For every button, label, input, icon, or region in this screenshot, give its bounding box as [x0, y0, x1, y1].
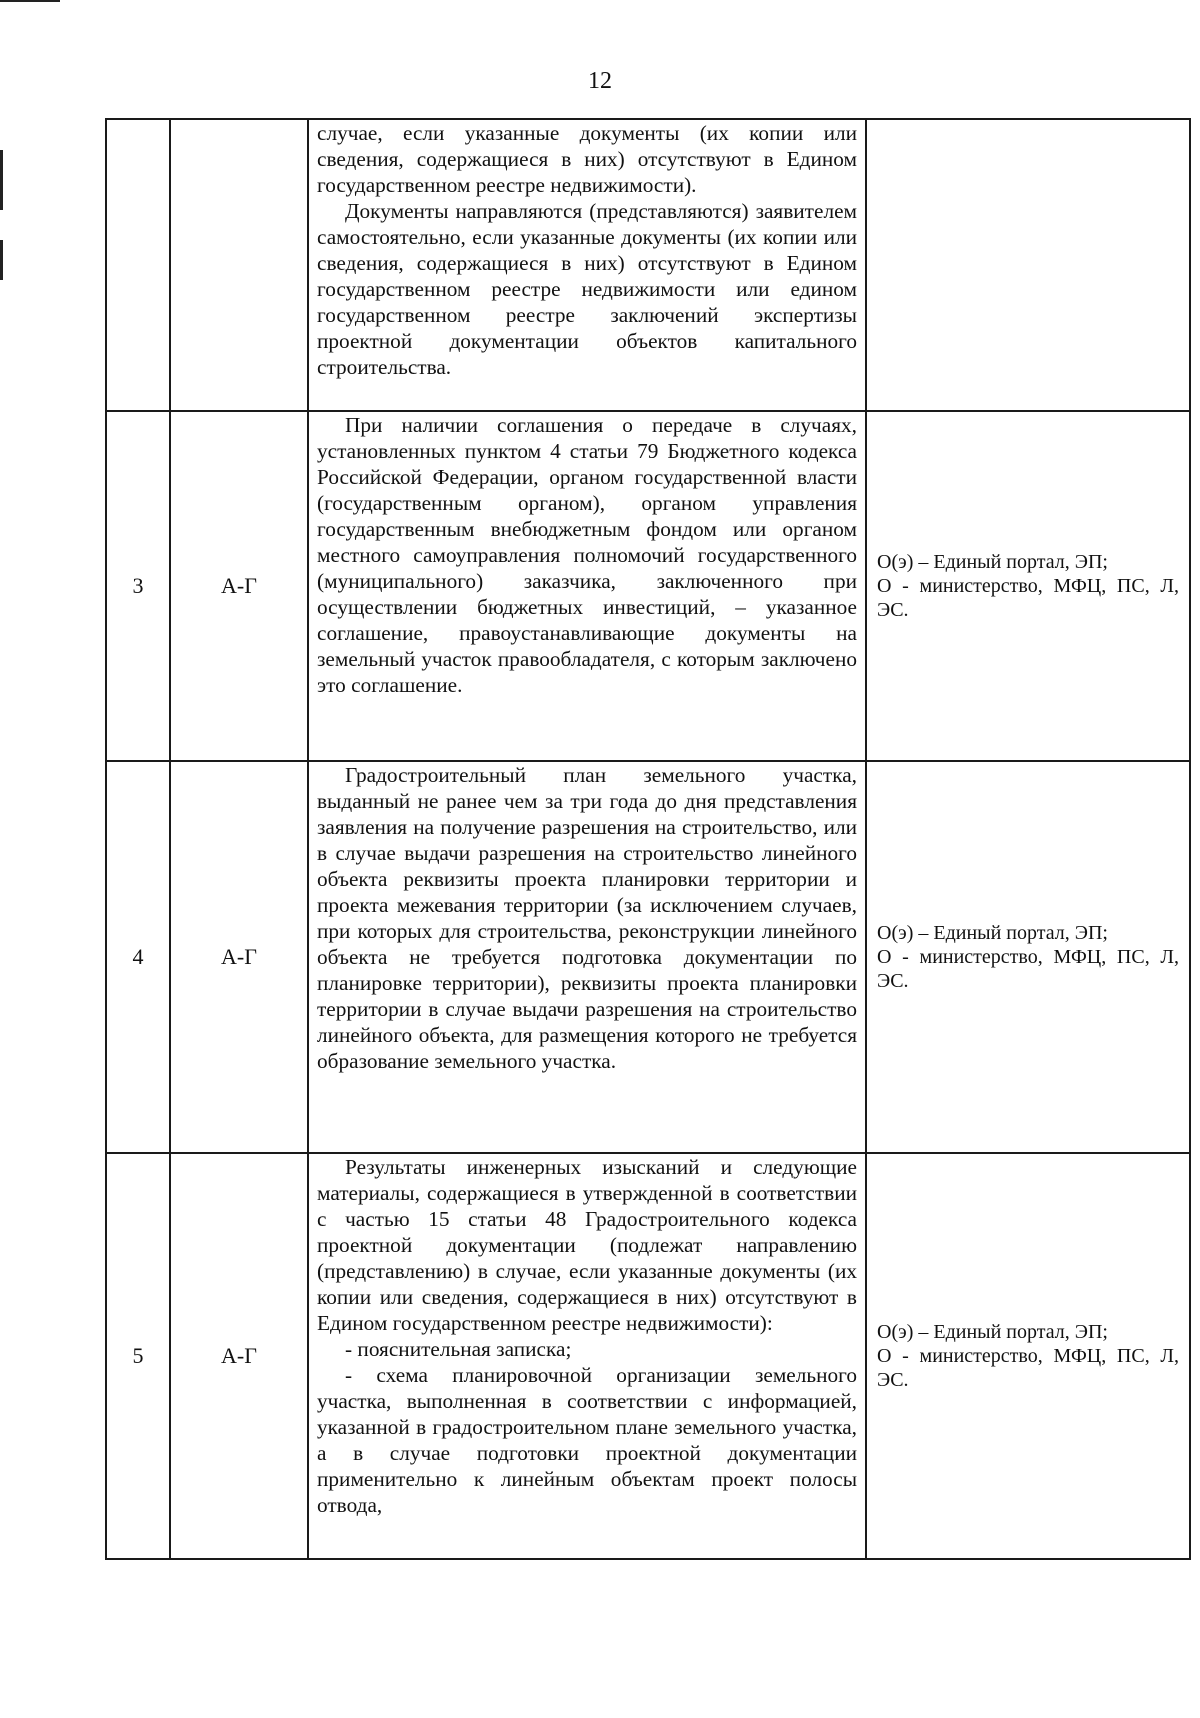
row-code-cell: А-Г	[170, 761, 308, 1153]
row-method-cell	[866, 119, 1190, 411]
table-row	[106, 761, 1190, 1153]
paragraph: Документы направляются (представляются) заявителем самостоятельно, если указанные документы (их копии или сведения, содержащиеся в них) отсутствуют в Едином государственном реестре недвижимости или едином государственном реестре заключений экспертизы проектной документации объектов капитального строительства.	[317, 199, 857, 379]
row-number-cell: 3	[106, 411, 170, 761]
row-text-cell	[308, 1153, 866, 1559]
table-row	[106, 411, 1190, 761]
list-item: - схема планировочной организации земельного участка, выполненная в соответствии с информацией, указанной в градостроительном плане земельного участка, а в случае подготовки проектной документации применительно к линейным объектам проект полосы отвода,	[317, 1363, 857, 1517]
paragraph: случае, если указанные документы (их копии или сведения, содержащиеся в них) отсутствуют в Едином государственном реестре недвижимости).	[317, 121, 857, 197]
row-number-cell: 4	[106, 761, 170, 1153]
row-code-cell	[170, 119, 308, 411]
row-text-cell	[308, 411, 866, 761]
row-text-cell	[308, 119, 866, 411]
row-number-cell	[106, 119, 170, 411]
paragraph: Результаты инженерных изысканий и следующие материалы, содержащиеся в утвержденной в соответствии с частью 15 статьи 48 Градостроительного кодекса проектной документации (подлежат направлению (представлению) в случае, если указанные документы (их копии или сведения, содержащиеся в них) отсутствуют в Едином государственном реестре недвижимости):	[317, 1155, 857, 1335]
row-method-cell	[866, 411, 1190, 761]
method-line: О(э) – Единый портал, ЭП;	[877, 1321, 1108, 1343]
method-line: О - министерство, МФЦ, ПС, Л, ЭС.	[877, 575, 1179, 621]
paragraph: Градостроительный план земельного участка, выданный не ранее чем за три года до дня представления заявления на получение разрешения на строительство, или в случае выдачи разрешения на строительство линейного объекта реквизиты проекта планировки территории и проекта межевания территории (за исключением случаев, при которых для строительства, реконструкции линейного объекта не требуется подготовка документации по планировке территории), реквизиты проекта планировки территории в случае выдачи разрешения на строительство линейного объекта, для размещения которого не требуется образование земельного участка.	[317, 763, 857, 1073]
row-code-cell: А-Г	[170, 411, 308, 761]
row-method-cell	[866, 761, 1190, 1153]
method-line: О(э) – Единый портал, ЭП;	[877, 922, 1108, 944]
table-row	[106, 1153, 1190, 1559]
method-line: О - министерство, МФЦ, ПС, Л, ЭС.	[877, 1345, 1179, 1391]
page-number: 12	[588, 68, 612, 94]
method-line: О(э) – Единый портал, ЭП;	[877, 551, 1108, 573]
paragraph: При наличии соглашения о передаче в случаях, установленных пунктом 4 статьи 79 Бюджетного кодекса Российской Федерации, органом государственной власти (государственным органом), органом управления государственным внебюджетным фондом или органом местного самоуправления полномочий государственного (муниципального) заказчика, заключенного при осуществлении бюджетных инвестиций, – указанное соглашение, правоустанавливающие документы на земельный участок правообладателя, с которым заключено это соглашение.	[317, 413, 857, 697]
list-item: - пояснительная записка;	[345, 1337, 572, 1361]
table-row	[106, 119, 1190, 411]
row-code-cell: А-Г	[170, 1153, 308, 1559]
scan-margin-mark	[0, 240, 3, 280]
documents-table	[105, 118, 1191, 1560]
method-line: О - министерство, МФЦ, ПС, Л, ЭС.	[877, 946, 1179, 992]
scan-top-line	[0, 0, 60, 2]
row-number-cell: 5	[106, 1153, 170, 1559]
scan-margin-mark	[0, 150, 3, 210]
row-text-cell	[308, 761, 866, 1153]
row-method-cell	[866, 1153, 1190, 1559]
